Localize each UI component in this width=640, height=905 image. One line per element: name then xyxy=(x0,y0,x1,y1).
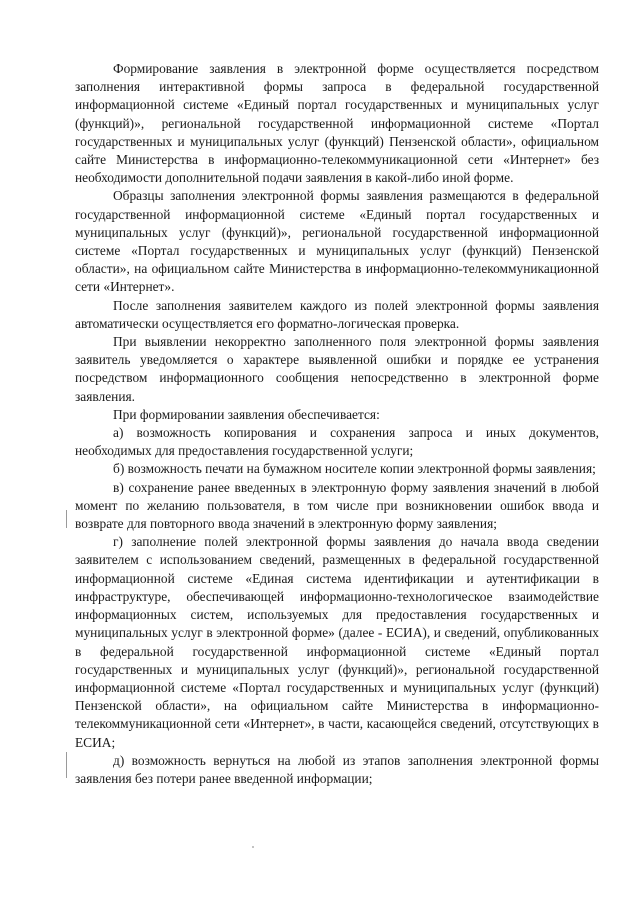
margin-line xyxy=(66,752,67,778)
paragraph-provisions-intro: При формировании заявления обеспечивается: xyxy=(113,406,380,422)
list-item-d: д) возможность вернуться на любой из этапов заполнения электронной формы заявления без потери ранее введенной информации; xyxy=(75,752,599,786)
paragraph-format-check: После заполнения заявителем каждого из полей электронной формы заявления автоматически осуществляется его форматно-логическая проверка. xyxy=(75,297,599,331)
document-body xyxy=(75,60,599,788)
list-item-b: б) возможность печати на бумажном носителе копии электронной формы заявления; xyxy=(113,461,596,477)
list-item-g: г) заполнение полей электронной формы заявления до начала ввода сведении заявителем с использованием сведений, размещенных в федеральной государственной информационной системе «Единая система идентификации и аутентификации в инфраструктуре, обеспечивающей информационно-технологическое взаимодействие информационных систем, используемых для предоставления государственных и муниципальных услуг в электронной форме» (далее - ЕСИА), и сведений, опубликованных в федеральной государственной информационной системе «Единый портал государственных и муниципальных услуг (функций)», региональной государственной информационной системе «Портал государственных и муниципальных услуг (функций) Пензенской области», на официальном сайте Министерства в информационно-телекоммуникационной сети «Интернет», в части, касающейся сведений, отсутствующих в ЕСИА; xyxy=(75,534,599,750)
list-item-v: в) сохранение ранее введенных в электронную форму заявления значений в любой момент по желанию пользователя, в том числе при возникновении ошибок ввода и возврате для повторного ввода значений в электронную форму заявления; xyxy=(75,479,599,532)
margin-line xyxy=(66,510,67,528)
scan-speck xyxy=(252,846,254,848)
paragraph-error-notice: При выявлении некорректно заполненного поля электронной формы заявления заявитель уведомляется о характере выявленной ошибки и порядке ее устранения посредством информационного сообщения непосредственно в электронной форме заявления. xyxy=(75,334,599,404)
paragraph-form-samples: Образцы заполнения электронной формы заявления размещаются в федеральной государственной информационной системе «Единый портал государственных и муниципальных услуг (функций)», региональной государственной информационной системе «Портал государственных и муниципальных услуг (функций) Пензенской области», на официальном сайте Министерства в информационно-телекоммуникационной сети «Интернет». xyxy=(75,188,599,295)
paragraph-electronic-form: Формирование заявления в электронной форме осуществляется посредством заполнения интерактивной формы запроса в федеральной государственной информационной системе «Единый портал государственных и муниципальных услуг (функций)», региональной государственной информационной системе «Портал государственных и муниципальных услуг (функций) Пензенской области», официальном сайте Министерства в информационно-телекоммуникационной сети «Интернет» без необходимости дополнительной подачи заявления в какой-либо иной форме. xyxy=(75,61,599,186)
list-item-a: а) возможность копирования и сохранения запроса и иных документов, необходимых для предоставления государственной услуги; xyxy=(75,425,599,459)
